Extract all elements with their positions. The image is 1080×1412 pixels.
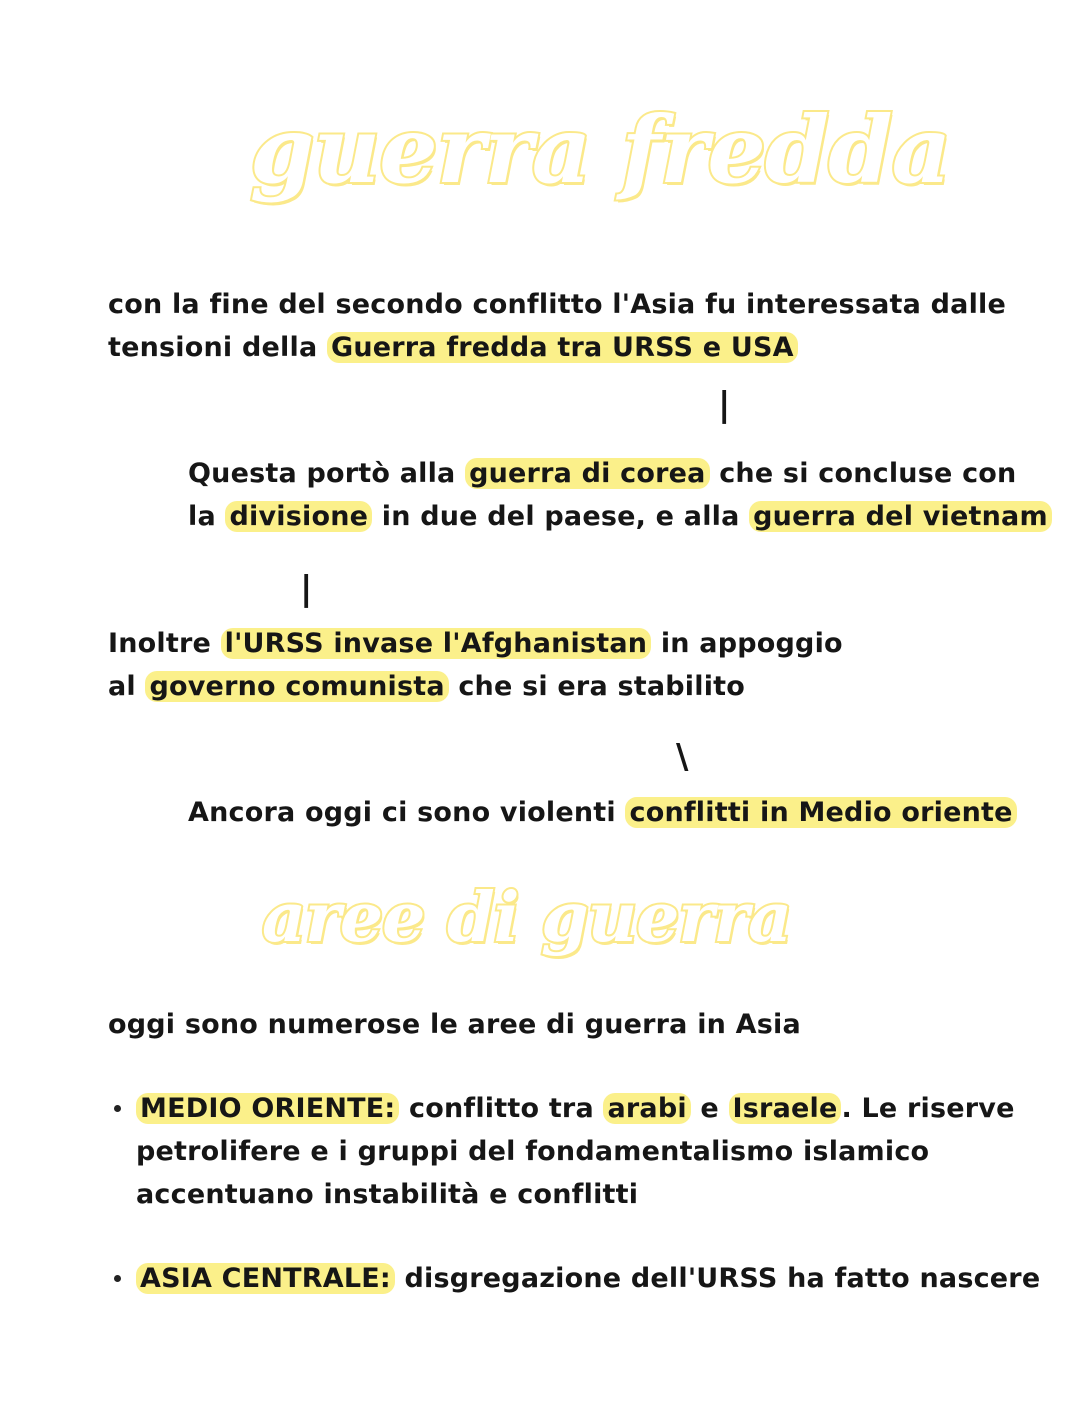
highlight-medio-oriente-label: MEDIO ORIENTE:	[136, 1093, 399, 1124]
highlight-asia-centrale-label: ASIA CENTRALE:	[136, 1263, 395, 1294]
highlight-guerra-vietnam: guerra del vietnam	[749, 501, 1052, 532]
text-fragment: e	[690, 1093, 729, 1124]
text-fragment: Ancora oggi ci sono violenti	[188, 797, 626, 828]
paragraph-intro-line1: con la fine del secondo conflitto l'Asia fu interessata dalle	[108, 289, 1007, 320]
highlight-conflitti-medio-oriente: conflitti in Medio oriente	[625, 797, 1016, 828]
highlight-arabi: arabi	[603, 1093, 690, 1124]
text-fragment: conflitto tra	[399, 1093, 604, 1124]
paragraph-aree-intro: oggi sono numerose le aree di guerra in Asia	[108, 1009, 801, 1040]
paragraph-medio-oriente-line	[188, 791, 1017, 834]
bullet-medio-oriente-line3: accentuano instabilità e conflitti	[136, 1179, 639, 1210]
text-fragment: . Le riserve	[841, 1093, 1015, 1124]
bullet-dot	[114, 1105, 121, 1112]
text-fragment: Inoltre	[108, 628, 221, 659]
paragraph-intro-line2	[108, 326, 1006, 369]
text-fragment: al	[108, 671, 146, 702]
bullet-item-medio-oriente	[136, 1087, 1015, 1216]
text-fragment: tensioni della	[108, 332, 327, 363]
bullet-asia-centrale-line1	[136, 1257, 1040, 1300]
paragraph-afghanistan-line1	[108, 622, 843, 665]
paragraph-intro	[108, 283, 1006, 369]
highlight-divisione: divisione	[225, 501, 372, 532]
paragraph-afghanistan	[108, 622, 843, 708]
text-fragment: Questa portò alla	[188, 458, 466, 489]
text-fragment: che si concluse con	[709, 458, 1017, 489]
text-fragment: disgregazione dell'URSS ha fatto nascere	[394, 1263, 1041, 1294]
highlight-governo-comunista: governo comunista	[145, 671, 448, 702]
paragraph-corea-line1	[188, 452, 1052, 495]
section-title-aree-di-guerra: aree di guerra	[262, 878, 792, 958]
highlight-urss-afghanistan: l'URSS invase l'Afghanistan	[221, 628, 652, 659]
paragraph-afghanistan-line2	[108, 665, 843, 708]
text-fragment: la	[188, 501, 226, 532]
bullet-dot	[114, 1275, 121, 1282]
connector-line-3: \	[676, 737, 689, 777]
section-title-guerra-fredda: guerra fredda	[250, 96, 951, 204]
connector-line-1: |	[718, 385, 731, 425]
text-fragment: in appoggio	[651, 628, 843, 659]
connector-line-2: |	[300, 569, 313, 609]
text-fragment: che si era stabilito	[448, 671, 746, 702]
bullet-item-asia-centrale	[136, 1257, 1040, 1300]
highlight-israele: Israele	[729, 1093, 842, 1124]
highlight-guerra-corea: guerra di corea	[465, 458, 710, 489]
paragraph-corea-line2	[188, 495, 1052, 538]
bullet-medio-oriente-line2: petrolifere e i gruppi del fondamentalismo islamico	[136, 1136, 930, 1167]
paragraph-corea-vietnam	[188, 452, 1052, 538]
highlight-guerra-fredda: Guerra fredda tra URSS e USA	[327, 332, 798, 363]
text-fragment: in due del paese, e alla	[372, 501, 750, 532]
bullet-medio-oriente-line1	[136, 1087, 1015, 1130]
paragraph-medio-oriente	[188, 791, 1017, 834]
